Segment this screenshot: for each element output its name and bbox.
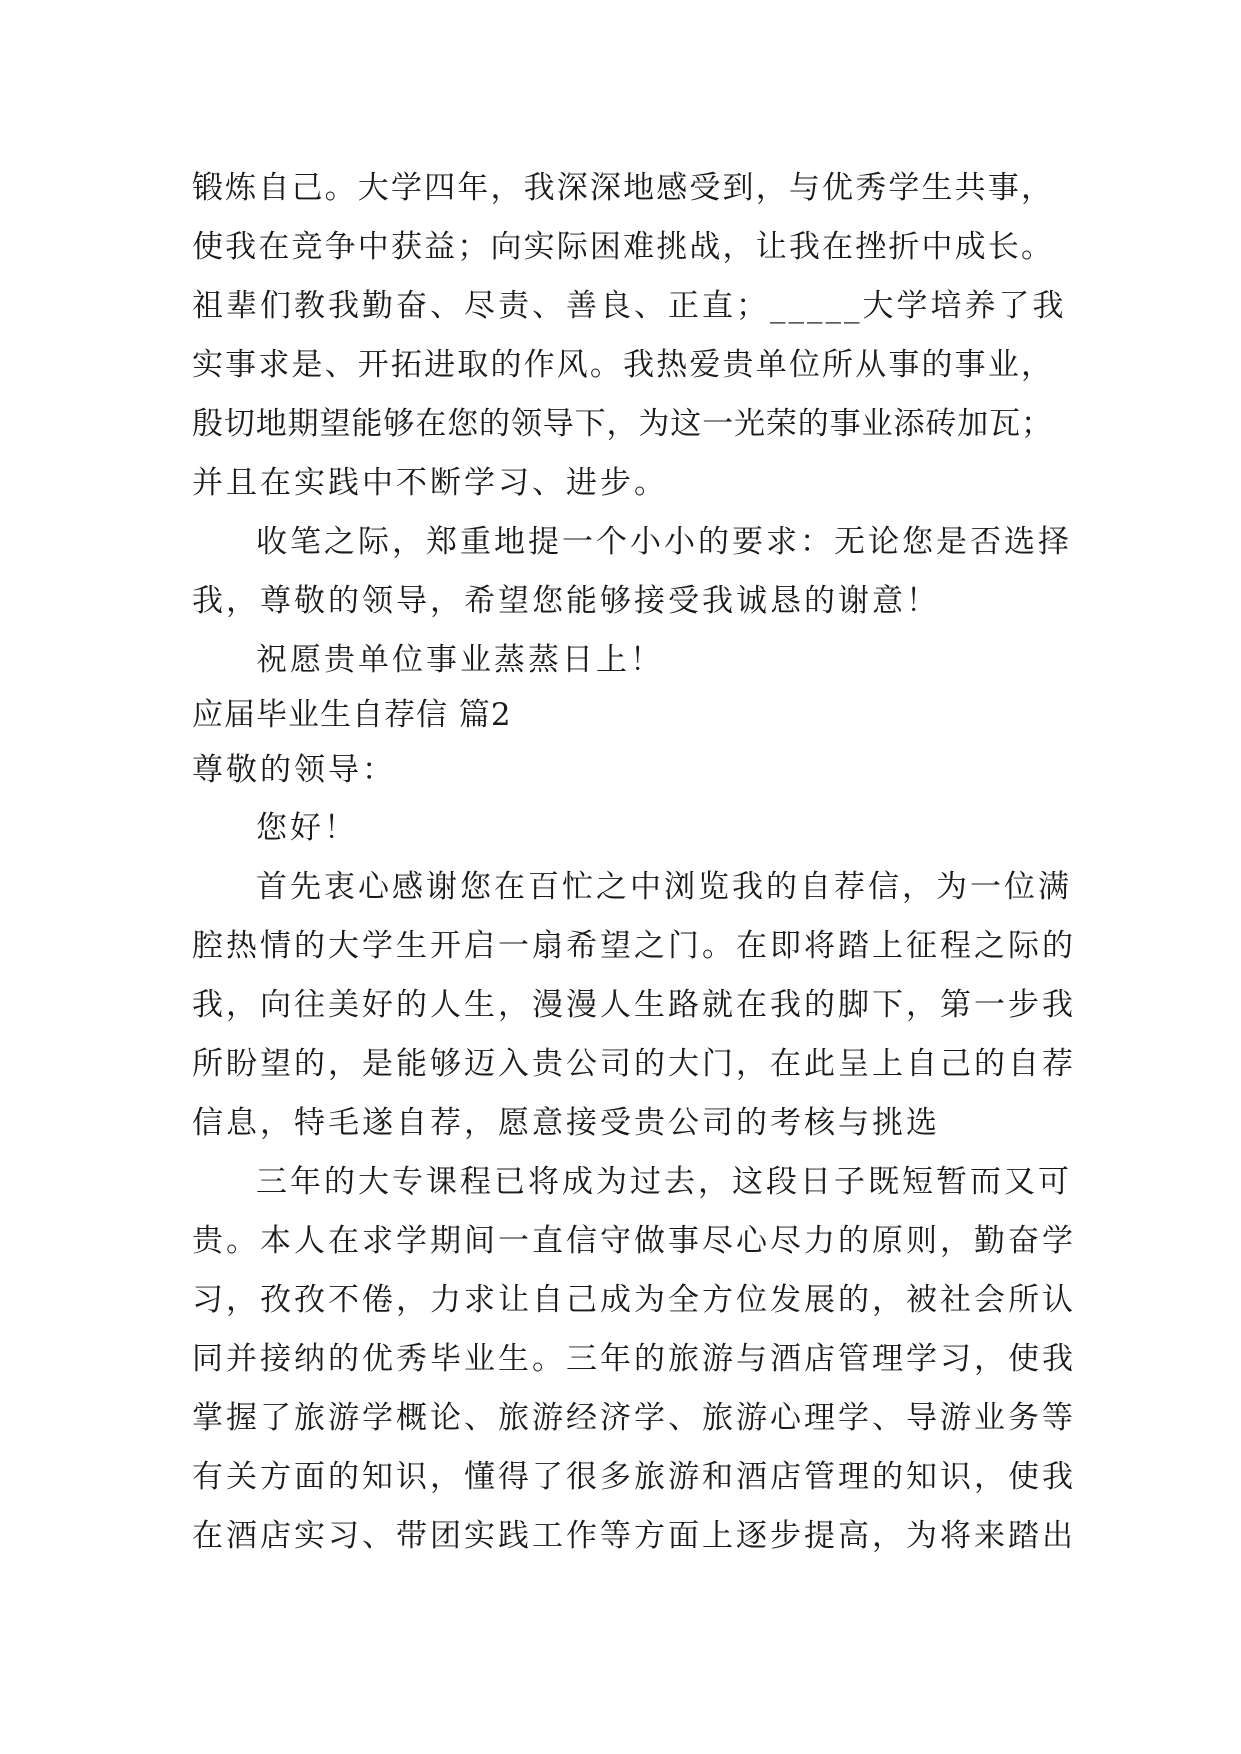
paragraph-line: 并且在实践中不断学习、进步。: [192, 465, 668, 501]
greeting: 您好！: [256, 810, 358, 846]
paragraph-line: 有关方面的知识，懂得了很多旅游和酒店管理的知识，使我: [192, 1459, 1076, 1495]
section-heading: 应届毕业生自荐信 篇2: [192, 697, 512, 733]
salutation: 尊敬的领导：: [192, 752, 396, 788]
paragraph-line: 使我在竞争中获益；向实际困难挑战，让我在挫折中成长。: [192, 229, 1052, 265]
paragraph-line: 同并接纳的优秀毕业生。三年的旅游与酒店管理学习，使我: [192, 1341, 1076, 1377]
paragraph-line: 实事求是、开拓进取的作风。我热爱贵单位所从事的事业，: [192, 347, 1052, 383]
paragraph-line: 收笔之际，郑重地提一个小小的要求：无论您是否选择: [256, 524, 1072, 560]
paragraph-line: 祖辈们教我勤奋、尽责、善良、正直；_____大学培养了我: [192, 288, 1067, 324]
paragraph-line: 掌握了旅游学概论、旅游经济学、旅游心理学、导游业务等: [192, 1400, 1076, 1436]
paragraph-line: 贵。本人在求学期间一直信守做事尽心尽力的原则，勤奋学: [192, 1223, 1076, 1259]
paragraph-line: 祝愿贵单位事业蒸蒸日上！: [256, 642, 664, 678]
paragraph-line: 腔热情的大学生开启一扇希望之门。在即将踏上征程之际的: [192, 928, 1076, 964]
paragraph-line: 我，向往美好的人生，漫漫人生路就在我的脚下，第一步我: [192, 987, 1076, 1023]
paragraph-line: 殷切地期望能够在您的领导下，为这一光荣的事业添砖加瓦；: [192, 406, 1052, 442]
paragraph-line: 信息，特毛遂自荐，愿意接受贵公司的考核与挑选: [192, 1105, 940, 1141]
paragraph-line: 我，尊敬的领导，希望您能够接受我诚恳的谢意！: [192, 583, 940, 619]
paragraph-line: 习，孜孜不倦，力求让自己成为全方位发展的，被社会所认: [192, 1282, 1076, 1318]
paragraph-line: 锻炼自己。大学四年，我深深地感受到，与优秀学生共事，: [192, 170, 1052, 206]
paragraph-line: 三年的大专课程已将成为过去，这段日子既短暂而又可: [256, 1164, 1072, 1200]
paragraph-line: 所盼望的，是能够迈入贵公司的大门，在此呈上自己的自荐: [192, 1046, 1076, 1082]
paragraph-line: 首先衷心感谢您在百忙之中浏览我的自荐信，为一位满: [256, 869, 1072, 905]
paragraph-line: 在酒店实习、带团实践工作等方面上逐步提高，为将来踏出: [192, 1518, 1076, 1554]
